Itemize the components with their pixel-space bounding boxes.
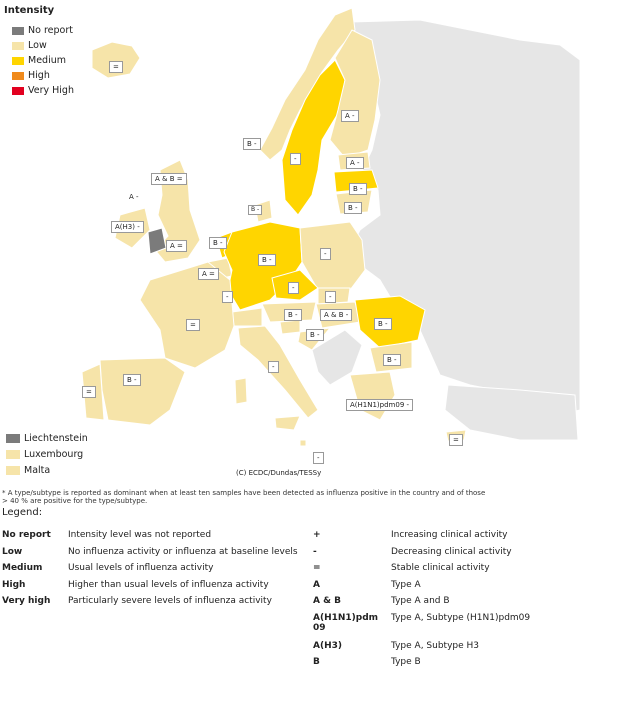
malta-dot	[300, 440, 306, 446]
legend-swatch	[6, 434, 20, 443]
switzerland	[232, 308, 262, 326]
term: Medium	[2, 563, 43, 573]
greece	[350, 372, 395, 420]
map-label-hungary: A & B -	[320, 309, 352, 321]
term: -	[313, 546, 317, 557]
map-label-lithuania: B -	[344, 202, 362, 214]
legend-label: Low	[28, 40, 47, 51]
map-label-finland: A -	[341, 110, 359, 122]
table-row	[313, 580, 613, 597]
term: Very high	[2, 596, 51, 606]
description: Type A, Subtype H3	[391, 640, 480, 651]
map-label-germany: B -	[258, 254, 276, 266]
table-row	[313, 596, 613, 613]
description: Type B	[391, 657, 421, 667]
map-label-austria: B -	[284, 309, 302, 321]
map-label-slovenia: B -	[306, 329, 324, 341]
description: Particularly severe levels of influenza activity	[68, 596, 272, 606]
map-label-netherlands: B -	[209, 237, 227, 249]
map-label-cyprus: =	[449, 434, 463, 446]
sardinia	[235, 378, 247, 404]
map-label-norway: B -	[243, 138, 261, 150]
map-credit: (C) ECDC/Dundas/TESSy	[236, 469, 322, 477]
map-label-poland: -	[320, 248, 331, 260]
small-country-label: Malta	[24, 464, 51, 476]
term: No report	[2, 530, 51, 540]
term: Low	[2, 546, 23, 557]
legend-label: High	[28, 70, 50, 81]
legend-item-medium	[12, 53, 74, 68]
legend-label: Very High	[28, 85, 74, 96]
table-row	[2, 596, 302, 613]
map-label-estonia: A -	[346, 157, 364, 169]
table-row	[313, 530, 613, 547]
map-label-sweden: -	[290, 153, 301, 165]
description: Decreasing clinical activity	[391, 546, 512, 557]
legend-item-low	[12, 38, 74, 53]
term: A	[313, 579, 320, 590]
legend-swatch	[6, 450, 20, 459]
map-label-uk-north: A & B =	[151, 173, 187, 185]
legend-item-very-high	[12, 83, 74, 98]
sicily	[275, 416, 300, 430]
small-country-liechtenstein	[6, 430, 88, 446]
description: No influenza activity or influenza at baseline levels	[68, 546, 298, 557]
term: B	[313, 657, 320, 667]
map-label-uk: A =	[166, 240, 187, 252]
map-label-denmark: B -	[248, 205, 262, 215]
map-label-belgium: A =	[198, 268, 219, 280]
map-label-spain: B -	[123, 374, 141, 386]
map-label-greece: A(H1N1)pdm09 -	[346, 399, 413, 411]
legend-swatch	[12, 87, 24, 95]
table-row	[2, 530, 302, 547]
intensity-title: Intensity	[4, 5, 55, 16]
spain	[100, 358, 185, 425]
table-row	[2, 580, 302, 597]
term: A & B	[313, 596, 341, 606]
legend-swatch	[12, 72, 24, 80]
map-label-luxembourg: -	[222, 291, 233, 303]
legend-swatch	[12, 27, 24, 35]
table-row	[313, 547, 613, 564]
map-label-czech: -	[288, 282, 299, 294]
table-row	[313, 657, 613, 674]
map-label-latvia: B -	[349, 183, 367, 195]
term: +	[313, 530, 321, 540]
term: =	[313, 563, 321, 573]
description: Stable clinical activity	[391, 563, 490, 573]
legend-heading: Legend:	[2, 507, 43, 518]
legend-swatch	[12, 57, 24, 65]
map-label-bulgaria: B -	[383, 354, 401, 366]
small-country-malta	[6, 462, 88, 478]
legend-label: Medium	[28, 55, 66, 66]
map-label-romania: B -	[374, 318, 392, 330]
footnote: * A type/subtype is reported as dominant when at least ten samples have been detected as influenza positive in the country and of those > 40 % are positive for the type/subtype.	[2, 489, 486, 505]
description: Intensity level was not reported	[68, 530, 212, 540]
map-label-italy: -	[268, 361, 279, 373]
small-country-label: Liechtenstein	[24, 432, 88, 444]
table-row	[2, 563, 302, 580]
map-label-slovakia: -	[325, 291, 336, 303]
legend-item-high	[12, 68, 74, 83]
small-countries-legend	[6, 430, 88, 478]
map-label-malta: -	[313, 452, 324, 464]
slovenia	[280, 320, 300, 334]
map-label-iceland: =	[109, 61, 123, 73]
description: Increasing clinical activity	[391, 530, 508, 540]
description: Higher than usual levels of influenza activity	[68, 579, 269, 590]
small-country-label: Luxembourg	[24, 448, 84, 460]
table-row	[313, 563, 613, 580]
term: High	[2, 579, 26, 590]
description: Usual levels of influenza activity	[68, 563, 214, 573]
symbol-table	[313, 530, 613, 674]
map-label-ireland: A(H3) -	[111, 221, 144, 233]
legend-label: No report	[28, 25, 73, 36]
table-row	[313, 641, 613, 658]
map-label-ireland-a: A -	[129, 193, 139, 201]
description: Type A	[391, 579, 421, 590]
term: A(H3)	[313, 640, 342, 651]
intensity-table	[2, 530, 302, 613]
term: A(H1N1)pdm09	[313, 612, 379, 633]
description: Type A, Subtype (H1N1)pdm09	[391, 612, 531, 623]
table-row	[313, 613, 613, 641]
legend-swatch	[12, 42, 24, 50]
legend-item-no-report	[12, 23, 74, 38]
france	[140, 262, 234, 368]
map-label-portugal: =	[82, 386, 96, 398]
table-row	[2, 547, 302, 564]
map-label-france: =	[186, 319, 200, 331]
intensity-legend	[12, 23, 74, 98]
description: Type A and B	[391, 596, 450, 606]
small-country-luxembourg	[6, 446, 88, 462]
legend-swatch	[6, 466, 20, 475]
